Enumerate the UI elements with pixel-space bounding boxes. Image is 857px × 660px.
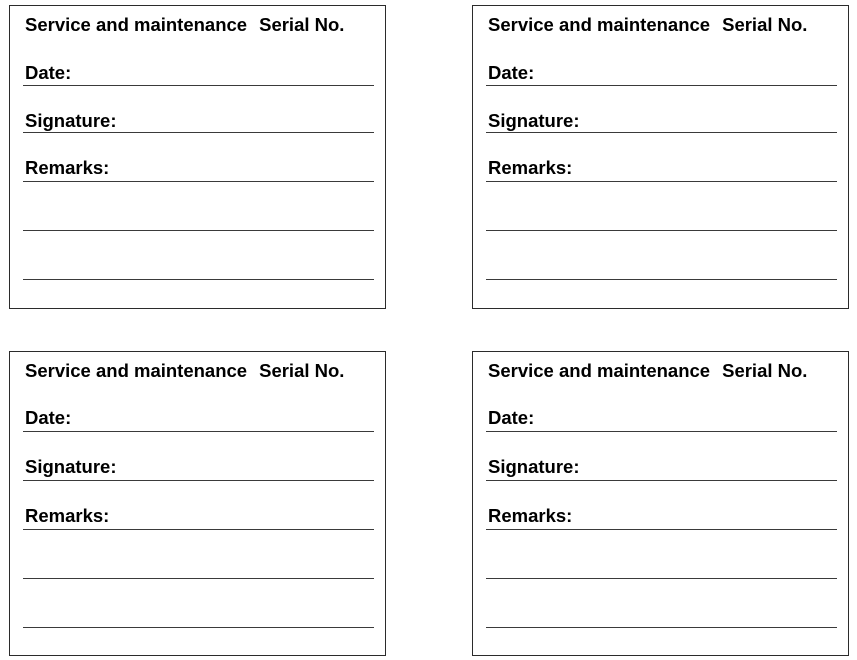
signature-label: Signature: [488, 110, 580, 131]
remarks-label: Remarks: [488, 505, 573, 526]
remarks-line[interactable] [23, 627, 374, 628]
date-line[interactable] [486, 431, 837, 432]
date-line[interactable] [486, 85, 837, 86]
card-title [25, 360, 344, 382]
remarks-line[interactable] [23, 529, 374, 530]
service-title: Service and maintenance [25, 360, 248, 381]
remarks-line[interactable] [486, 181, 837, 182]
remarks-label: Remarks: [25, 157, 110, 178]
service-title: Service and maintenance [488, 14, 711, 35]
service-card-4 [472, 351, 849, 656]
card-title [25, 14, 344, 36]
remarks-line[interactable] [486, 529, 837, 530]
remarks-label: Remarks: [25, 505, 110, 526]
card-title [488, 360, 807, 382]
remarks-line[interactable] [23, 279, 374, 280]
signature-line[interactable] [23, 132, 374, 133]
date-label: Date: [488, 407, 535, 428]
signature-label: Signature: [25, 456, 117, 477]
signature-line[interactable] [486, 480, 837, 481]
signature-line[interactable] [486, 132, 837, 133]
serial-number-label: Serial No. [259, 360, 345, 381]
remarks-line[interactable] [486, 279, 837, 280]
date-label: Date: [25, 407, 72, 428]
serial-number-label: Serial No. [722, 14, 808, 35]
remarks-label: Remarks: [488, 157, 573, 178]
serial-number-label: Serial No. [259, 14, 345, 35]
service-card-3 [9, 351, 386, 656]
date-line[interactable] [23, 85, 374, 86]
date-line[interactable] [23, 431, 374, 432]
remarks-line[interactable] [23, 230, 374, 231]
service-title: Service and maintenance [488, 360, 711, 381]
serial-number-label: Serial No. [722, 360, 808, 381]
date-label: Date: [488, 62, 535, 83]
service-card-1 [9, 5, 386, 309]
remarks-line[interactable] [486, 627, 837, 628]
remarks-line[interactable] [486, 578, 837, 579]
service-title: Service and maintenance [25, 14, 248, 35]
signature-label: Signature: [488, 456, 580, 477]
remarks-line[interactable] [486, 230, 837, 231]
card-title [488, 14, 807, 36]
signature-label: Signature: [25, 110, 117, 131]
remarks-line[interactable] [23, 578, 374, 579]
remarks-line[interactable] [23, 181, 374, 182]
date-label: Date: [25, 62, 72, 83]
signature-line[interactable] [23, 480, 374, 481]
service-card-2 [472, 5, 849, 309]
